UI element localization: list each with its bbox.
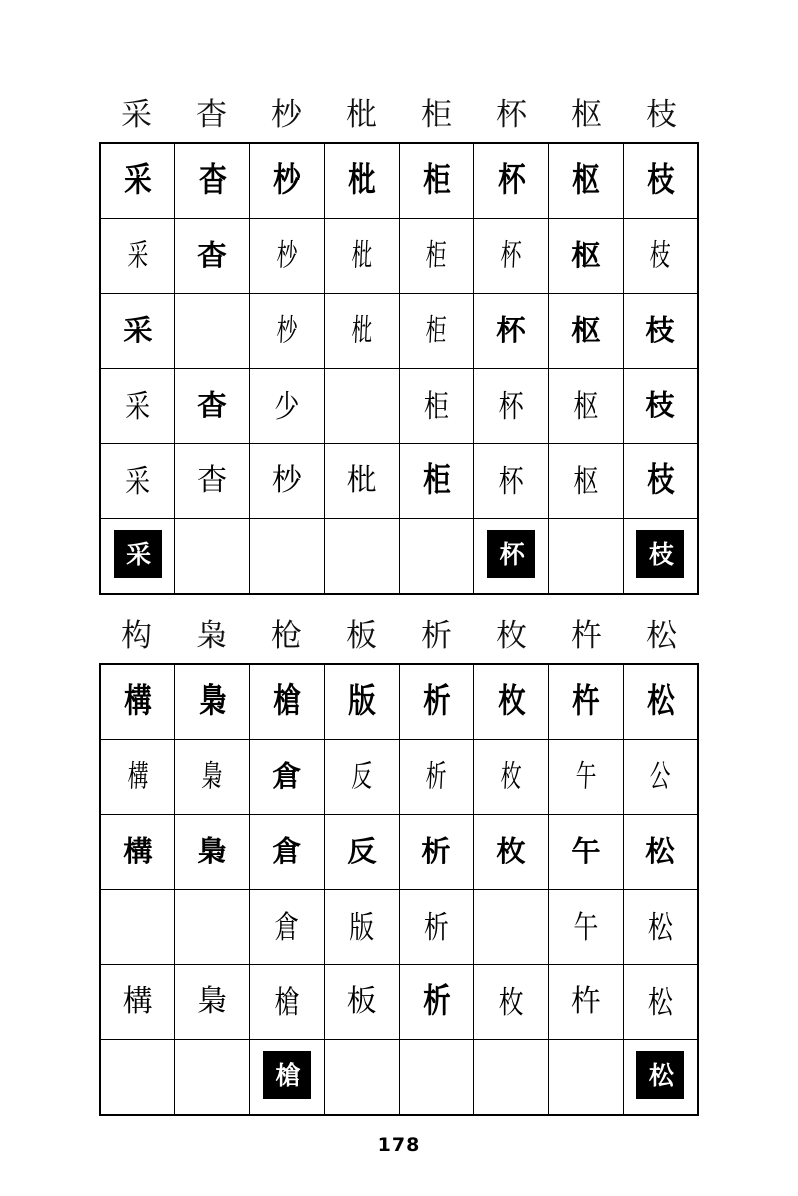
glyph-cell xyxy=(324,965,399,1040)
header-character: 析 xyxy=(421,618,452,654)
glyph: 枝 xyxy=(649,238,672,274)
glyph-cell-empty xyxy=(474,1040,549,1116)
glyph: 松 xyxy=(647,681,674,722)
glyph-cell xyxy=(549,294,624,369)
header-character: 柜 xyxy=(421,97,452,133)
table-row xyxy=(100,143,698,219)
glyph-cell xyxy=(250,890,325,965)
glyph: 反 xyxy=(346,834,377,869)
glyph: 梟 xyxy=(197,834,227,869)
glyph: 構 xyxy=(122,834,153,869)
glyph-cell-empty xyxy=(250,519,325,595)
glyph-cell xyxy=(623,1040,698,1116)
glyph: 采 xyxy=(124,160,151,201)
glyph-cell xyxy=(474,664,549,740)
header-character: 枢 xyxy=(571,97,602,133)
glyph-cell xyxy=(100,369,175,444)
glyph-cell xyxy=(175,444,250,519)
glyph: 枝 xyxy=(645,313,676,348)
glyph-cell xyxy=(100,815,175,890)
glyph: 松 xyxy=(645,834,676,869)
script-variant-table-1 xyxy=(99,142,699,595)
glyph: 午 xyxy=(573,908,599,946)
table-row xyxy=(100,219,698,294)
glyph-cell xyxy=(175,965,250,1040)
table-row xyxy=(100,519,698,595)
glyph: 板 xyxy=(346,984,377,1019)
glyph-cell xyxy=(100,444,175,519)
glyph-cell xyxy=(175,219,250,294)
seal-stamp: 松 xyxy=(636,1051,684,1099)
glyph-cell xyxy=(100,143,175,219)
glyph: 槍 xyxy=(273,681,301,722)
glyph: 枚 xyxy=(498,983,524,1021)
glyph-cell xyxy=(250,444,325,519)
glyph-cell xyxy=(623,890,698,965)
header-character: 杪 xyxy=(271,97,302,133)
glyph-cell xyxy=(250,219,325,294)
glyph: 杯 xyxy=(499,238,523,274)
glyph: 構 xyxy=(124,681,151,722)
header-character: 枝 xyxy=(646,97,677,133)
glyph: 構 xyxy=(122,984,153,1019)
glyph-cell xyxy=(100,664,175,740)
glyph-cell xyxy=(175,815,250,890)
glyph-cell xyxy=(399,890,474,965)
glyph: 松 xyxy=(647,908,673,946)
glyph: 梟 xyxy=(200,759,224,795)
glyph-cell xyxy=(399,219,474,294)
glyph-cell xyxy=(623,740,698,815)
glyph: 梟 xyxy=(197,984,228,1019)
glyph-cell xyxy=(250,143,325,219)
table-row xyxy=(100,815,698,890)
header-character: 松 xyxy=(646,618,677,654)
glyph: 杵 xyxy=(570,984,601,1019)
glyph: 杯 xyxy=(498,387,524,425)
glyph: 析 xyxy=(421,834,452,869)
glyph-cell xyxy=(623,664,698,740)
glyph-cell xyxy=(474,294,549,369)
glyph-cell xyxy=(250,815,325,890)
glyph: 枚 xyxy=(499,759,523,795)
glyph-cell xyxy=(324,664,399,740)
glyph: 枝 xyxy=(647,460,674,501)
glyph: 杪 xyxy=(275,313,299,349)
glyph: 枢 xyxy=(571,238,601,273)
glyph: 倉 xyxy=(272,759,302,794)
glyph-cell-empty xyxy=(399,1040,474,1116)
glyph-cell xyxy=(549,965,624,1040)
glyph-cell-empty xyxy=(324,369,399,444)
glyph: 采 xyxy=(125,387,151,425)
glyph: 枢 xyxy=(573,387,599,425)
header-character: 枚 xyxy=(496,618,527,654)
glyph: 枇 xyxy=(348,160,375,201)
glyph-cell xyxy=(324,219,399,294)
script-variant-table-2 xyxy=(99,663,699,1116)
glyph-cell xyxy=(399,815,474,890)
glyph: 析 xyxy=(423,908,449,946)
glyph: 枝 xyxy=(645,388,676,423)
glyph-cell-empty xyxy=(100,1040,175,1116)
glyph: 柜 xyxy=(423,460,450,501)
glyph: 杳 xyxy=(197,463,228,498)
glyph: 少 xyxy=(274,387,300,425)
glyph-cell xyxy=(399,294,474,369)
glyph-cell xyxy=(250,1040,325,1116)
glyph-cell xyxy=(399,740,474,815)
page-number: 178 xyxy=(377,1134,421,1156)
glyph-cell xyxy=(549,143,624,219)
glyph-cell xyxy=(549,890,624,965)
glyph: 杳 xyxy=(197,388,227,423)
table-row xyxy=(100,890,698,965)
glyph: 反 xyxy=(350,759,373,795)
glyph-cell-empty xyxy=(175,519,250,595)
glyph-cell xyxy=(623,815,698,890)
glyph: 枇 xyxy=(346,463,377,498)
glyph: 枇 xyxy=(350,238,373,274)
glyph-cell xyxy=(324,143,399,219)
glyph: 柜 xyxy=(423,387,449,425)
character-block-1 xyxy=(55,96,743,595)
glyph-cell-empty xyxy=(324,519,399,595)
glyph-cell xyxy=(474,219,549,294)
glyph: 析 xyxy=(423,681,450,722)
table-row xyxy=(100,664,698,740)
glyph-cell xyxy=(324,740,399,815)
glyph: 杯 xyxy=(498,462,524,500)
glyph: 杪 xyxy=(273,160,301,201)
glyph: 杪 xyxy=(271,463,302,498)
glyph-cell xyxy=(399,369,474,444)
glyph-cell xyxy=(324,444,399,519)
glyph: 枇 xyxy=(350,313,373,349)
header-row-2 xyxy=(99,617,699,655)
seal-stamp: 杯 xyxy=(487,530,535,578)
glyph: 枢 xyxy=(572,160,600,201)
character-block-2 xyxy=(55,617,743,1116)
glyph-cell xyxy=(250,294,325,369)
glyph-cell xyxy=(474,519,549,595)
glyph: 析 xyxy=(423,981,450,1022)
glyph: 杵 xyxy=(572,681,600,722)
glyph-cell xyxy=(100,740,175,815)
glyph: 杪 xyxy=(275,238,299,274)
seal-stamp: 槍 xyxy=(263,1051,311,1099)
glyph-cell xyxy=(623,143,698,219)
glyph-cell xyxy=(175,369,250,444)
glyph-cell-empty xyxy=(549,1040,624,1116)
glyph-cell xyxy=(100,519,175,595)
glyph-cell xyxy=(623,219,698,294)
glyph: 午 xyxy=(574,759,598,795)
glyph: 枚 xyxy=(496,834,526,869)
glyph: 倉 xyxy=(274,908,300,946)
glyph-cell xyxy=(100,294,175,369)
glyph: 松 xyxy=(647,983,673,1021)
glyph-cell-empty xyxy=(474,890,549,965)
glyph: 版 xyxy=(349,908,375,946)
glyph: 采 xyxy=(125,462,151,500)
header-character: 枪 xyxy=(271,618,302,654)
glyph-cell xyxy=(549,444,624,519)
seal-stamp: 采 xyxy=(114,530,162,578)
glyph-cell xyxy=(623,444,698,519)
glyph-cell-empty xyxy=(399,519,474,595)
table-row xyxy=(100,369,698,444)
glyph-cell xyxy=(474,369,549,444)
glyph: 構 xyxy=(126,759,149,795)
glyph-cell xyxy=(474,815,549,890)
seal-stamp: 枝 xyxy=(636,530,684,578)
glyph-cell xyxy=(250,664,325,740)
glyph-cell xyxy=(324,294,399,369)
glyph: 午 xyxy=(571,834,601,869)
glyph-cell-empty xyxy=(175,294,250,369)
header-character: 杳 xyxy=(196,97,227,133)
glyph: 杳 xyxy=(197,238,227,273)
glyph-cell xyxy=(549,219,624,294)
glyph-cell xyxy=(324,890,399,965)
header-character: 枇 xyxy=(346,97,377,133)
glyph-cell xyxy=(623,369,698,444)
header-character: 板 xyxy=(346,618,377,654)
glyph-cell xyxy=(549,664,624,740)
glyph-cell xyxy=(100,219,175,294)
glyph-cell xyxy=(175,143,250,219)
glyph: 枚 xyxy=(497,681,525,722)
header-character: 采 xyxy=(121,97,152,133)
glyph-cell xyxy=(623,294,698,369)
glyph: 柜 xyxy=(425,313,448,349)
table-row xyxy=(100,294,698,369)
glyph-cell xyxy=(474,965,549,1040)
glyph: 杳 xyxy=(198,160,226,201)
header-character: 枭 xyxy=(196,618,227,654)
glyph-cell xyxy=(474,740,549,815)
table-row xyxy=(100,444,698,519)
glyph-cell xyxy=(549,815,624,890)
glyph: 柜 xyxy=(423,160,450,201)
glyph-cell xyxy=(399,143,474,219)
glyph: 梟 xyxy=(198,681,226,722)
table-row xyxy=(100,740,698,815)
glyph: 杯 xyxy=(497,160,525,201)
glyph-cell-empty xyxy=(549,519,624,595)
glyph: 采 xyxy=(126,238,149,274)
table-row xyxy=(100,965,698,1040)
glyph-cell xyxy=(250,740,325,815)
glyph: 析 xyxy=(425,759,448,795)
table-row xyxy=(100,1040,698,1116)
glyph-cell xyxy=(324,815,399,890)
glyph-cell xyxy=(623,519,698,595)
header-character: 杯 xyxy=(496,97,527,133)
glyph: 枢 xyxy=(571,313,601,348)
glyph: 杯 xyxy=(496,313,526,348)
header-character: 杵 xyxy=(571,618,602,654)
glyph: 公 xyxy=(649,759,672,795)
glyph: 槍 xyxy=(274,983,300,1021)
glyph-cell xyxy=(399,664,474,740)
header-character: 构 xyxy=(121,618,152,654)
glyph-cell xyxy=(250,369,325,444)
glyph-cell-empty xyxy=(100,890,175,965)
glyph-cell xyxy=(474,143,549,219)
glyph: 采 xyxy=(122,313,153,348)
glyph: 枢 xyxy=(573,462,599,500)
glyph: 倉 xyxy=(272,834,302,869)
glyph: 柜 xyxy=(425,238,448,274)
glyph-cell xyxy=(175,664,250,740)
glyph-cell xyxy=(250,965,325,1040)
glyph-cell xyxy=(474,444,549,519)
glyph: 枝 xyxy=(647,160,674,201)
glyph-cell-empty xyxy=(175,1040,250,1116)
glyph: 版 xyxy=(348,681,375,722)
glyph-cell xyxy=(399,444,474,519)
glyph-cell xyxy=(399,965,474,1040)
glyph-cell-empty xyxy=(175,890,250,965)
glyph-cell xyxy=(549,740,624,815)
glyph-cell-empty xyxy=(324,1040,399,1116)
glyph-cell xyxy=(549,369,624,444)
glyph-cell xyxy=(175,740,250,815)
glyph-cell xyxy=(623,965,698,1040)
glyph-cell xyxy=(100,965,175,1040)
header-row-1 xyxy=(99,96,699,134)
